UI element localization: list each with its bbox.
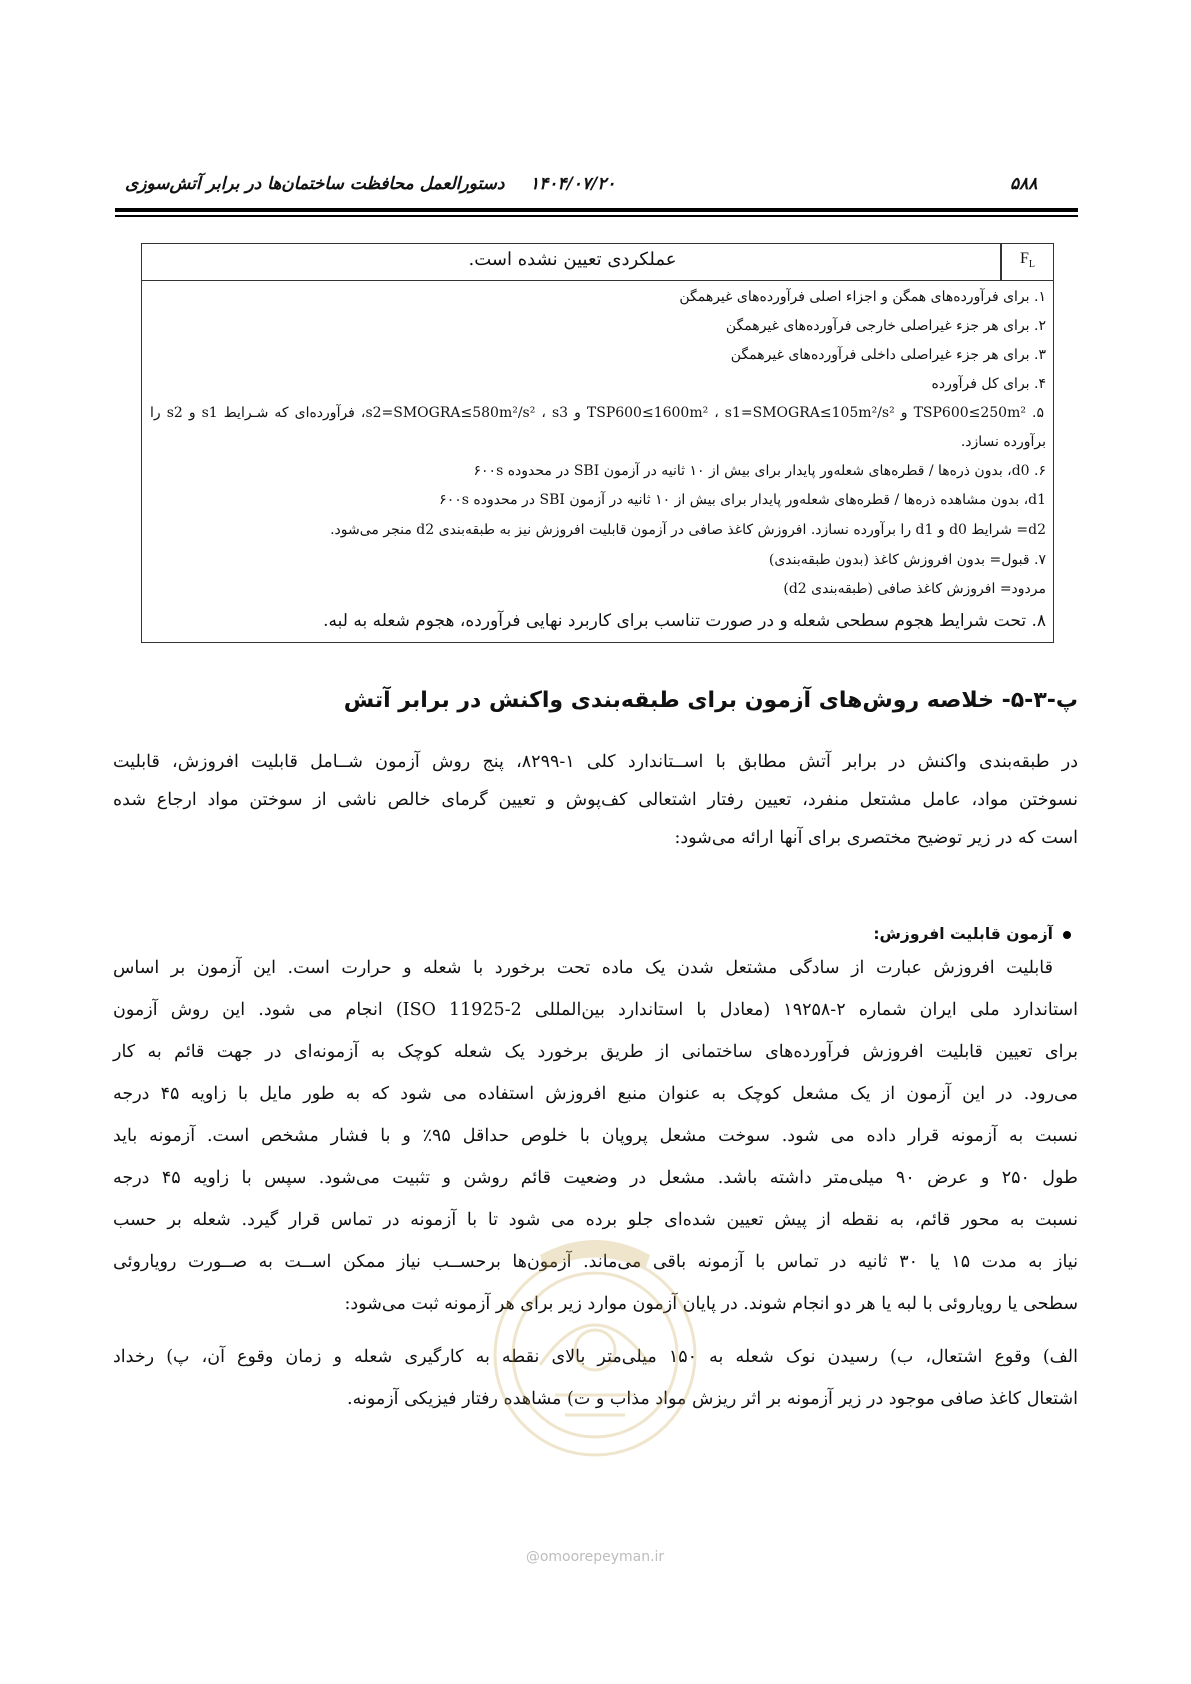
class-label-main: F [1019, 250, 1029, 267]
header-rule-thick [115, 208, 1078, 212]
section-title: پ-۳-۵- خلاصه روش‌های آزمون برای طبقه‌بندی واکنش در برابر آتش [343, 688, 1078, 713]
table-note-4: ۴. برای کل فرآورده [931, 376, 1046, 392]
table-note-1: ۱. برای فرآورده‌های همگن و اجزاء اصلی فرآورده‌های غیرهمگن [679, 289, 1046, 305]
class-label [1005, 250, 1050, 270]
class-label-sub: L [1028, 259, 1035, 271]
body-line-8: نیاز به مدت ۱۵ یا ۳۰ ثانیه در تماس با آزمونه باقی می‌ماند. آزمون‌ها برحســب نیاز ممکن اســت به صــورت رویاروئی [113, 1252, 1078, 1272]
table-note-3: ۳. برای هر جزء غیراصلی داخلی فرآورده‌های غیرهمگن [730, 347, 1046, 363]
table-note-5-continued: برآورده نسازد. [960, 434, 1046, 450]
body-line-7: نسبت به محور قائم، به نقطه از پیش تعیین شده‌ای جلو برده می شود تا با آزمونه در تماس قرار گیرد. شعله بر حسب [113, 1210, 1078, 1230]
table-note-7: ۷. قبول= بدون افروزش کاغذ (بدون طبقه‌بندی) [768, 552, 1046, 568]
table-note-6-d1: d1، بدون مشاهده ذره‌ها / قطره‌های شعله‌ور پایدار برای بیش از ۱۰ ثانیه در آزمون SBI در محدوده ۶۰۰s [439, 492, 1046, 508]
table-note-7-reject: مردود= افروزش کاغذ صافی (طبقه‌بندی d2) [783, 581, 1046, 597]
outcome-line-2: اشتعال کاغذ صافی موجود در زیر آزمونه بر اثر ریزش مواد مذاب و ت) مشاهده رفتار فیزیکی آزمونه. [347, 1389, 1078, 1409]
bullet-heading: آزمون قابلیت افروزش: [873, 925, 1053, 943]
intro-line-1: در طبقه‌بندی واکنش در برابر آتش مطابق با اســتاندارد کلی ۱-۸۲۹۹، پنج روش آزمون شــامل قابلیت افروزش، قابلیت [113, 752, 1078, 772]
table-note-8: ۸. تحت شرایط هجوم سطحی شعله و در صورت تناسب برای کاربرد نهایی فرآورده، هجوم شعله به لبه. [323, 611, 1046, 631]
watermark-seal-icon [480, 1225, 710, 1475]
header-rule-thin [115, 215, 1078, 217]
body-line-3: برای تعیین قابلیت افروزش فرآورده‌های ساختمانی از طریق برخورد یک شعله کوچک به آزمونه‌ای در جهت قائم به کار [113, 1042, 1078, 1062]
table-note-5: ۵. TSP600≤250m² و TSP600≤1600m² ، s1=SMOGRA≤105m²/s² و s2=SMOGRA≤580m²/s² ، s3، فرآورده‌ای که شـرایط s1 و s2 را [150, 405, 1045, 421]
table-column-divider [1000, 243, 1002, 281]
class-description: عملکردی تعیین نشده است. [468, 249, 677, 270]
body-line-2: استاندارد ملی ایران شماره ۲-۱۹۲۵۸ (معادل با استاندارد بین‌المللی ISO 11925-2) انجام می شود. این روش آزمون [113, 1000, 1078, 1020]
body-line-4: می‌رود. در این آزمون از یک مشعل کوچک به عنوان منبع افروزش استفاده می شود که به طور مایل با زاویه ۴۵ درجه [113, 1084, 1078, 1104]
intro-line-3: است که در زیر توضیح مختصری برای آنها ارائه می‌شود: [674, 828, 1078, 848]
intro-line-2: نسوختن مواد، عامل مشتعل منفرد، تعیین رفتار اشتعالی کف‌پوش و تعیین گرمای خالص ناشی از سوختن مواد ارجاع شده [113, 790, 1078, 810]
table-note-6: ۶. d0، بدون ذره‌ها / قطره‌های شعله‌ور پایدار برای بیش از ۱۰ ثانیه در آزمون SBI در محدوده ۶۰۰s [473, 463, 1046, 479]
table-note-2: ۲. برای هر جزء غیراصلی خارجی فرآورده‌های غیرهمگن [725, 318, 1046, 334]
header-date: ۱۴۰۴/۰۷/۲۰ [530, 174, 616, 194]
body-line-1: قابلیت افروزش عبارت از سادگی مشتعل شدن یک ماده تحت برخورد با شعله و حرارت است. این آزمون بر اساس [113, 958, 1053, 978]
bullet-icon [1063, 931, 1071, 939]
page-number: ۵۸۸ [1010, 174, 1038, 194]
outcome-line-1: الف) وقوع اشتعال، ب) رسیدن نوک شعله به ۱۵۰ میلی‌متر بالای نقطه به کارگیری شعله و زمان وقوع آن، پ) رخداد [113, 1347, 1078, 1367]
body-line-9: سطحی یا رویاروئی با لبه یا هر دو انجام شوند. در پایان آزمون موارد زیر برای هر آزمونه ثبت می‌شود: [344, 1294, 1078, 1314]
header-title: دستورالعمل محافظت ساختمان‌ها در برابر آتش‌سوزی [125, 174, 505, 194]
body-line-6: طول ۲۵۰ و عرض ۹۰ میلی‌متر داشته باشد. مشعل در وضعیت قائم روشن و تثبیت می‌شود. سپس با زاویه ۴۵ درجه [113, 1168, 1078, 1188]
body-line-5: نسبت به آزمونه قرار داده می شود. سوخت مشعل پروپان با خلوص حداقل ۹۵٪ و با فشار مشخص است. آزمونه باید [113, 1126, 1079, 1146]
watermark-text: @omoorepeyman.ir [525, 1549, 665, 1565]
table-note-6-d2: d2= شرایط d0 و d1 را برآورده نسازد. افروزش کاغذ صافی در آزمون قابلیت افروزش نیز به طبقه‌بندی d2 منجر می‌شود. [330, 522, 1046, 538]
